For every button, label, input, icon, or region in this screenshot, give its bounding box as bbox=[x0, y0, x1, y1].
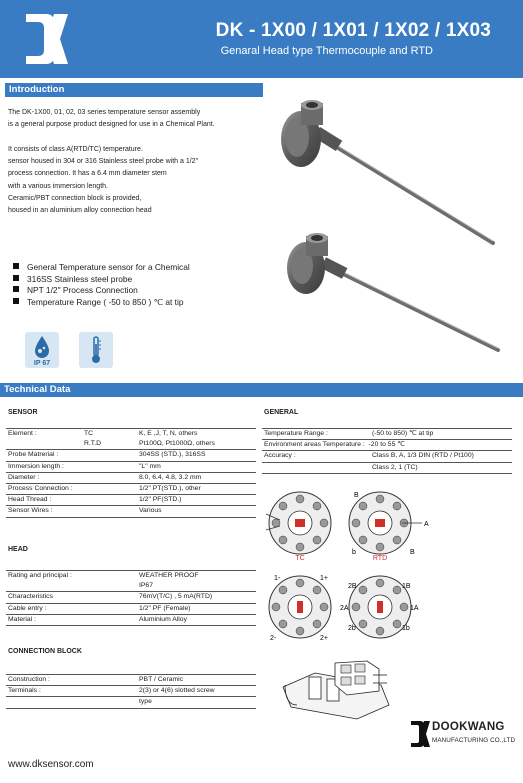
svg-text:B: B bbox=[410, 549, 415, 556]
connection-block-section-title: CONNECTION BLOCK bbox=[8, 648, 82, 655]
rtd-terminal-diagram bbox=[349, 492, 429, 562]
brand-subtitle: MANUFACTURING CO.,LTD bbox=[432, 737, 516, 744]
introduction-heading: Introduction bbox=[5, 83, 263, 97]
intro-line: housed in an aluminium alloy connection head bbox=[8, 207, 152, 215]
thermometer-icon bbox=[79, 332, 113, 368]
intro-line: with a various immersion length. bbox=[8, 182, 108, 190]
table-row: Material : Aluminium Alloy bbox=[6, 614, 256, 625]
table-row: Diameter : 8.0, 6.4, 4.8, 3.2 mm bbox=[6, 472, 256, 483]
intro-text bbox=[8, 107, 263, 218]
svg-text:2-: 2- bbox=[270, 635, 277, 642]
dookwang-logo-icon bbox=[410, 720, 430, 748]
tc-terminal-diagram bbox=[266, 492, 331, 562]
table-row: Element : TC K, E ,J, T, N, others bbox=[6, 429, 256, 440]
table-row: Accuracy : Class B, A, 1/3 DIN (RTD / Pt100) bbox=[262, 451, 512, 462]
sensor-section-title: SENSOR bbox=[8, 409, 38, 416]
svg-text:TC: TC bbox=[295, 555, 305, 562]
intro-line: It consists of class A(RTD/TC) temperature. bbox=[8, 145, 143, 153]
general-table bbox=[262, 428, 512, 474]
svg-text:1-: 1- bbox=[274, 575, 281, 582]
table-row: IP67 bbox=[6, 581, 256, 592]
table-row: type bbox=[6, 697, 256, 708]
general-section-title: GENERAL bbox=[264, 409, 299, 416]
sensor-product-image bbox=[280, 232, 515, 362]
svg-text:2A: 2A bbox=[340, 605, 349, 612]
website-url[interactable]: www.dksensor.com bbox=[8, 759, 94, 770]
svg-text:1+: 1+ bbox=[320, 575, 328, 582]
table-row: Temperature Range : (-50 to 850) ℃ at tip bbox=[262, 429, 512, 440]
table-row: Sensor Wires : Various bbox=[6, 506, 256, 517]
table-row: Environment areas Temperature : -20 to 55 ℃ bbox=[262, 440, 512, 451]
svg-text:1b: 1b bbox=[402, 625, 410, 632]
table-row: Class 2, 1 (TC) bbox=[262, 462, 512, 473]
wiring-diagrams bbox=[262, 488, 432, 648]
table-row: R.T.D Pt100Ω, Pt1000Ω, others bbox=[6, 439, 256, 450]
intro-line bbox=[8, 132, 263, 144]
feature-list bbox=[13, 262, 190, 308]
dk-logo-icon bbox=[24, 12, 70, 66]
sensor-table bbox=[6, 428, 256, 518]
head-table bbox=[6, 570, 256, 626]
table-row: Head Thread : 1/2" PF(STD.) bbox=[6, 495, 256, 506]
rtd-dual-terminal-diagram bbox=[340, 576, 419, 638]
svg-text:2+: 2+ bbox=[320, 635, 328, 642]
intro-line: process connection. It has a 6.4 mm diameter stem bbox=[8, 170, 167, 178]
table-row: Immersion length : "L" mm bbox=[6, 461, 256, 472]
feature-item: NPT 1/2" Process Connection bbox=[13, 285, 190, 297]
svg-text:A: A bbox=[424, 521, 429, 528]
table-row: Rating and principal : WEATHER PROOF bbox=[6, 571, 256, 582]
ip-badge-label: IP 67 bbox=[33, 360, 51, 367]
page-subtitle: Genaral Head type Thermocouple and RTD bbox=[220, 45, 433, 57]
svg-text:B: B bbox=[354, 492, 359, 499]
intro-line: Ceramic/PBT connection block is provided, bbox=[8, 195, 142, 203]
table-row: Construction : PBT / Ceramic bbox=[6, 675, 256, 686]
feature-item: General Temperature sensor for a Chemical bbox=[13, 262, 190, 274]
brand-name: DOOKWANG bbox=[432, 721, 505, 733]
svg-text:b: b bbox=[352, 549, 356, 556]
page-title: DK - 1X00 / 1X01 / 1X02 / 1X03 bbox=[215, 20, 491, 41]
svg-text:1A: 1A bbox=[410, 605, 419, 612]
table-row: Terminals : 2(3) or 4(6) slotted screw bbox=[6, 686, 256, 697]
header-banner bbox=[0, 0, 523, 78]
sensor-product-image bbox=[275, 95, 515, 255]
technical-data-heading: Technical Data bbox=[0, 383, 523, 397]
connection-block-image bbox=[275, 655, 400, 725]
svg-text:2b: 2b bbox=[348, 625, 356, 632]
connection-block-table bbox=[6, 674, 256, 709]
table-row: Cable entry : 1/2" PF (Female) bbox=[6, 603, 256, 614]
head-section-title: HEAD bbox=[8, 546, 28, 553]
intro-line: sensor housed in 304 or 316 Stainless steel probe with a 1/2" bbox=[8, 158, 199, 166]
intro-line: The DK-1X00, 01, 02, 03 series temperature sensor assembly bbox=[8, 109, 201, 116]
svg-text:RTD: RTD bbox=[372, 555, 388, 562]
svg-text:1B: 1B bbox=[402, 583, 411, 590]
feature-item: 316SS Stainless steel probe bbox=[13, 274, 190, 286]
intro-line: is a general purpose product designed for use in a Chemical Plant. bbox=[8, 121, 215, 129]
feature-item: Temperature Range ( -50 to 850 ) ℃ at tip bbox=[13, 297, 190, 309]
table-row: Process Connection : 1/2" PT(STD.), other bbox=[6, 483, 256, 494]
table-row: Characteristics 76mV(T/C) , 5 mA(RTD) bbox=[6, 592, 256, 603]
ip67-icon bbox=[25, 332, 59, 368]
table-row: Probe Matrerial : 304SS (STD.), 316SS bbox=[6, 450, 256, 461]
svg-text:2B: 2B bbox=[348, 583, 357, 590]
tc-dual-terminal-diagram bbox=[269, 575, 331, 642]
